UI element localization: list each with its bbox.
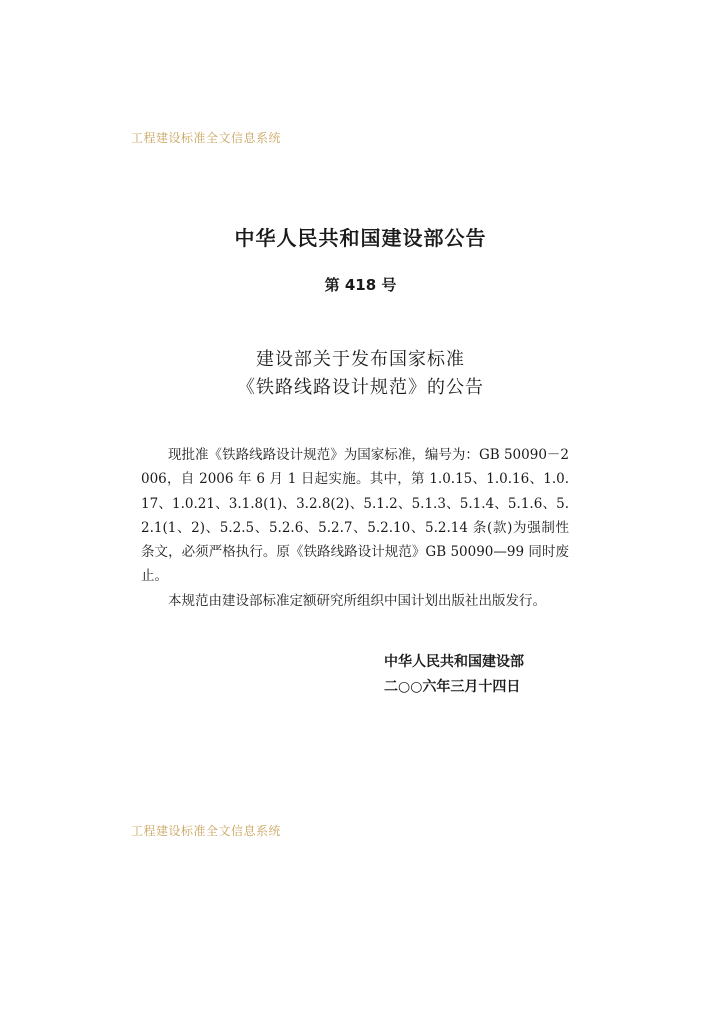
signature-date: 二○○六年三月十四日 xyxy=(384,679,521,695)
announcement-body xyxy=(141,443,569,613)
subtitle-line-1: 建设部关于发布国家标准 xyxy=(256,349,465,370)
body-paragraph-1: 现批准《铁路线路设计规范》为国家标准，编号为：GB 50090－2006，自 2006 年 6 月 1 日起实施。其中，第 1.0.15、1.0.16、1.0.17、1.0.21、3.1.8(1)、3.2.8(2)、5.1.2、5.1.3、5.1.4、5.1.6、5.2.1(1、2)、5.2.5、5.2.6、5.2.7、5.2.10、5.2.14 条(款)为强制性条文，必须严格执行。原《铁路线路设计规范》GB 50090—99 同时废止。 xyxy=(141,447,569,585)
watermark-top: 工程建设标准全文信息系统 xyxy=(131,131,282,145)
body-paragraph-2: 本规范由建设部标准定额研究所组织中国计划出版社出版发行。 xyxy=(168,592,546,609)
announcement-title: 中华人民共和国建设部公告 xyxy=(234,226,487,250)
announcement-number: 第 418 号 xyxy=(324,276,397,294)
signature-org: 中华人民共和国建设部 xyxy=(384,654,524,670)
subtitle-line-2: 《铁路线路设计规范》的公告 xyxy=(237,377,484,398)
watermark-bottom: 工程建设标准全文信息系统 xyxy=(131,824,282,838)
